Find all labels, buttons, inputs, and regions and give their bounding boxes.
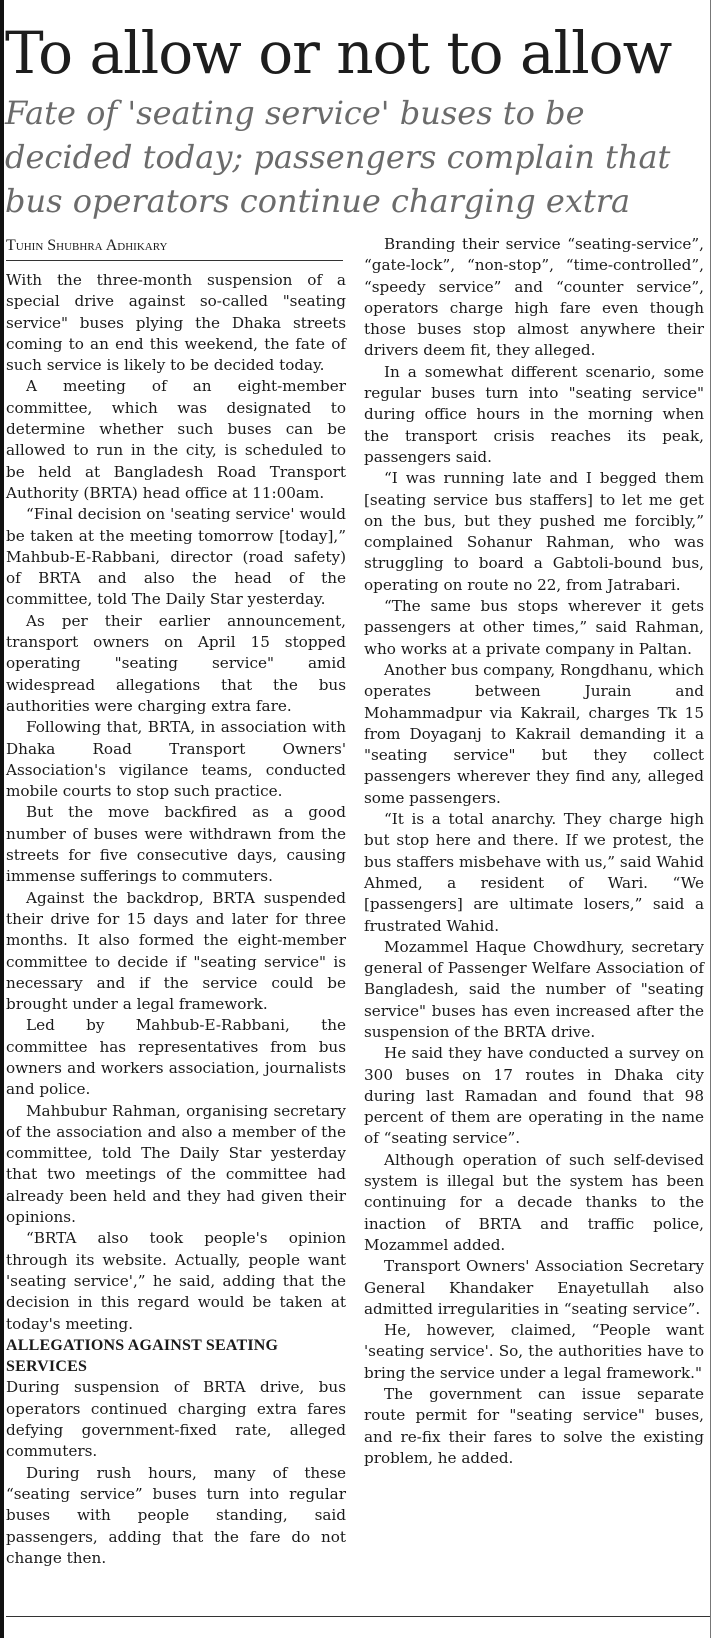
- paragraph: During suspension of BRTA drive, bus operators continued charging extra fares defying government-fixed rate, alleged commuters.: [6, 1378, 346, 1461]
- paragraph: In a somewhat different scenario, some regular buses turn into "seating service" during office hours in the morning when the transport crisis reaches its peak, passengers said.: [364, 362, 704, 466]
- paragraph: With the three-month suspension of a special drive against so-called "seating service" buses plying the Dhaka streets coming to an end this weekend, the fate of such service is likely to be decided today.: [6, 271, 346, 375]
- paragraph: “I was running late and I begged them [seating service bus staffers] to let me get on the bus, but they pushed me forcibly,” complained Sohanur Rahman, who was struggling to board a Gabtoli-bound bus, operating on route no 22, from Jatrabari.: [364, 469, 704, 594]
- paragraph: “Final decision on 'seating service' would be taken at the meeting tomorrow [today],” Mahbub-E-Rabbani, director (road safety) of BRTA and also the head of the committee, told The Daily Star yesterday.: [6, 505, 346, 609]
- paragraph: “It is a total anarchy. They charge high but stop here and there. If we protest, the bus staffers misbehave with us,” said Wahid Ahmed, a resident of Wari. “We [passengers] are ultimate losers,” said a frustrated Wahid.: [364, 810, 704, 935]
- left-border-rule: [0, 0, 4, 1638]
- byline: Tuhin Shubhra Adhikary: [6, 237, 168, 254]
- paragraph: During rush hours, many of these “seating service” buses turn into regular buses with people standing, said passengers, adding that the fare do not change then.: [6, 1463, 346, 1567]
- paragraph: Led by Mahbub-E-Rabbani, the committee has representatives from bus owners and workers association, journalists and police.: [6, 1016, 346, 1099]
- paragraph: Against the backdrop, BRTA suspended their drive for 15 days and later for three months. It also formed the eight-member committee to decide if "seating service" is necessary and if the service could be brought under a legal framework.: [6, 888, 346, 1014]
- paragraph: The government can issue separate route permit for "seating service" buses, and re-fix their fares to solve the existing problem, he added.: [364, 1385, 704, 1467]
- section-heading: ALLEGATIONS AGAINST SEATING SERVICES: [6, 1336, 279, 1376]
- paragraph: Following that, BRTA, in association with Dhaka Road Transport Owners' Association's vigilance teams, conducted mobile courts to stop such practice.: [6, 718, 346, 801]
- byline-rule: [6, 260, 343, 261]
- paragraph: “The same bus stops wherever it gets passengers at other times,” said Rahman, who works at a private company in Paltan.: [364, 597, 704, 658]
- paragraph: He, however, claimed, “People want 'seating service'. So, the authorities have to bring the service under a legal framework.": [364, 1321, 704, 1382]
- paragraph: Although operation of such self-devised system is illegal but the system has been continuing for a decade thanks to the inaction of BRTA and traffic police, Mozammel added.: [364, 1150, 704, 1254]
- paragraph: “BRTA also took people's opinion through its website. Actually, people want 'seating service',” he said, adding that the decision in this regard would be taken at today's meeting.: [6, 1229, 346, 1333]
- paragraph: He said they have conducted a survey on 300 buses on 17 routes in Dhaka city during last Ramadan and found that 98 percent of them are operating in the name of “seating service”.: [364, 1044, 704, 1148]
- paragraph: Another bus company, Rongdhanu, which operates between Jurain and Mohammadpur via Kakrail, charges Tk 15 from Doyaganj to Kakrail demanding it a "seating service" but they collect passengers wherever they find any, alleged some passengers.: [364, 660, 704, 807]
- right-column: [364, 234, 704, 1469]
- paragraph: Branding their service “seating-service”, “gate-lock”, “non-stop”, “time-controlled”, “speedy service” and “counter service”, operators charge high fare even though those buses stop almost anywhere their drivers deem fit, they alleged.: [364, 235, 704, 360]
- paragraph: Mozammel Haque Chowdhury, secretary general of Passenger Welfare Association of Bangladesh, said the number of "seating service" buses has even increased after the suspension of the BRTA drive.: [364, 937, 704, 1041]
- bottom-rule: [6, 1616, 710, 1617]
- paragraph: Transport Owners' Association Secretary General Khandaker Enayetullah also admitted irregularities in “seating service”.: [364, 1257, 704, 1318]
- left-column: [6, 270, 346, 1569]
- paragraph: A meeting of an eight-member committee, which was designated to determine whether such buses can be allowed to run in the city, is scheduled to be held at Bangladesh Road Transport Authority (BRTA) head office at 11:00am.: [6, 377, 346, 502]
- paragraph: Mahbubur Rahman, organising secretary of the association and also a member of the committee, told The Daily Star yesterday that two meetings of the committee had already been held and they had given their opinions.: [6, 1101, 346, 1227]
- paragraph: As per their earlier announcement, transport owners on April 15 stopped operating "seating service" amid widespread allegations that the bus authorities were charging extra fare.: [6, 611, 346, 715]
- right-border-rule: [710, 0, 711, 1638]
- subheadline: Fate of 'seating service' buses to be decided today; passengers complain that bus operators continue charging extra: [5, 94, 671, 220]
- paragraph: But the move backfired as a good number of buses were withdrawn from the streets for five consecutive days, causing immense sufferings to commuters.: [6, 803, 346, 886]
- headline: To allow or not to allow: [5, 19, 672, 87]
